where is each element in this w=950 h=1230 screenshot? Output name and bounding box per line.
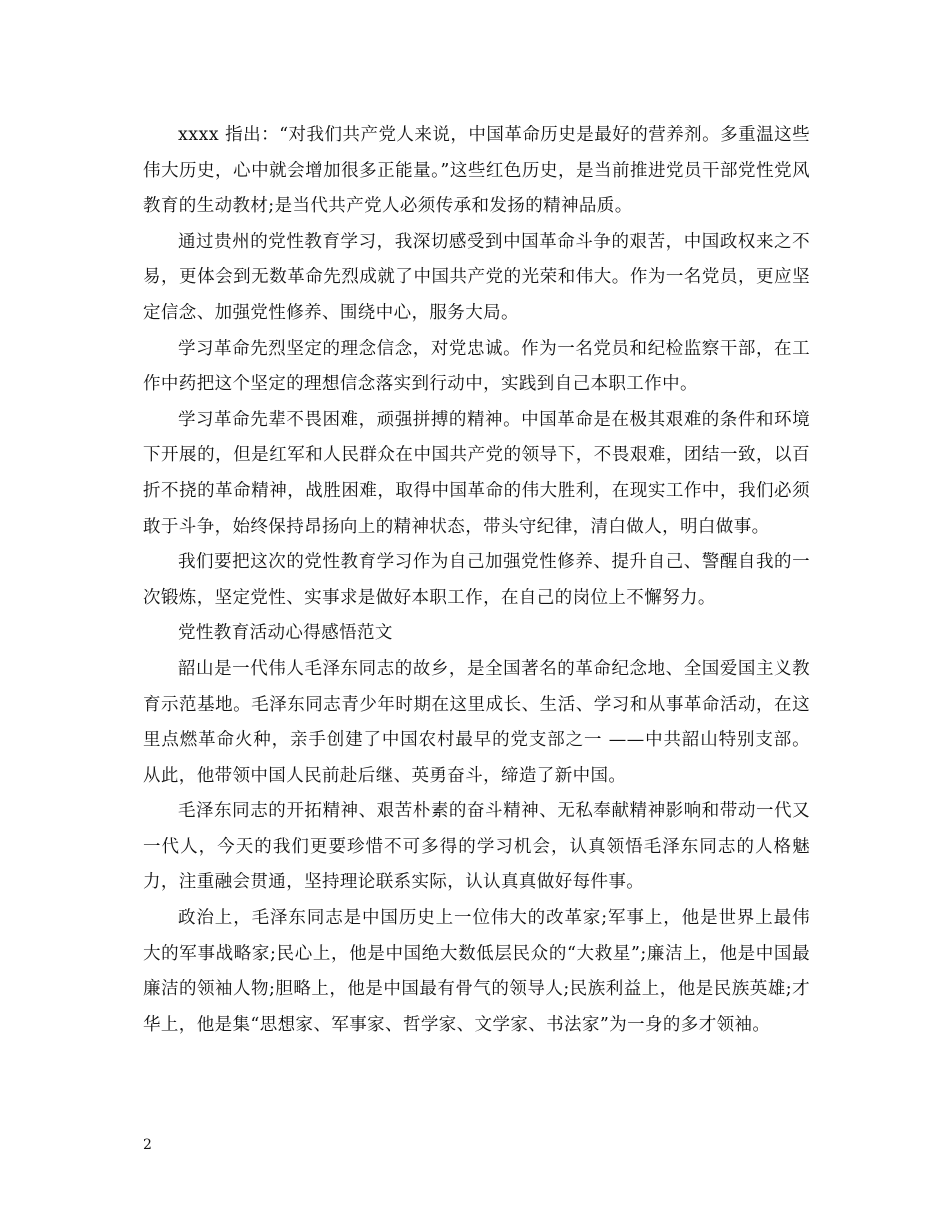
paragraph-4: 学习革命先辈不畏困难，顽强拼搏的精神。中国革命是在极其艰难的条件和环境下开展的，但是红军和人民群众在中国共产党的领导下，不畏艰难，团结一致，以百折不挠的革命精神，战胜困难，取得中国革命的伟大胜利，在现实工作中，我们必须敢于斗争，始终保持昂扬向上的精神状态，带头守纪律，清白做人，明白做事。 [143, 409, 810, 537]
section-heading: 党性教育活动心得感悟范文 [178, 623, 393, 644]
paragraph-8: 毛泽东同志的开拓精神、艰苦朴素的奋斗精神、无私奉献精神影响和带动一代又一代人，今天的我们更要珍惜不可多得的学习机会，认真领悟毛泽东同志的人格魅力，注重融会贯通，坚持理论联系实际，认认真真做好每件事。 [143, 801, 810, 893]
paragraph-3: 学习革命先烈坚定的理念信念，对党忠诚。作为一名党员和纪检监察干部，在工作中药把这个坚定的理想信念落实到行动中，实践到自己本职工作中。 [143, 338, 810, 395]
paragraph-7: 韶山是一代伟人毛泽东同志的故乡，是全国著名的革命纪念地、全国爱国主义教育示范基地。毛泽东同志青少年时期在这里成长、生活、学习和从事革命活动，在这里点燃革命火种，亲手创建了中国农村最早的党支部之一 ——中共韶山特别支部。从此，他带领中国人民前赴后继、英勇奋斗，缔造了新中国。 [143, 658, 810, 786]
paragraph-5: 我们要把这次的党性教育学习作为自己加强党性修养、提升自己、警醒自我的一次锻炼，坚定党性、实事求是做好本职工作，在自己的岗位上不懈努力。 [143, 552, 810, 608]
document-body [143, 118, 810, 1043]
paragraph-9: 政治上，毛泽东同志是中国历史上一位伟大的改革家;军事上，他是世界上最伟大的军事战略家;民心上，他是中国绝大数低层民众的“大救星”;廉洁上，他是中国最廉洁的领袖人物;胆略上，他是中国最有骨气的领导人;民族利益上，他是民族英雄;才华上，他是集“思想家、军事家、哲学家、文学家、书法家”为一身的多才领袖。 [143, 908, 810, 1035]
paragraph-1: xxxx 指出：“对我们共产党人来说，中国革命历史是最好的营养剂。多重温这些伟大历史，心中就会增加很多正能量。”这些红色历史，是当前推进党员干部党性党风教育的生动教材;是当代共产党人必须传承和发扬的精神品质。 [143, 125, 810, 217]
paragraph-2: 通过贵州的党性教育学习，我深切感受到中国革命斗争的艰苦，中国政权来之不易，更体会到无数革命先烈成就了中国共产党的光荣和伟大。作为一名党员，更应坚定信念、加强党性修养、围绕中心，服务大局。 [143, 231, 810, 323]
page-number: 2 [143, 1137, 152, 1153]
